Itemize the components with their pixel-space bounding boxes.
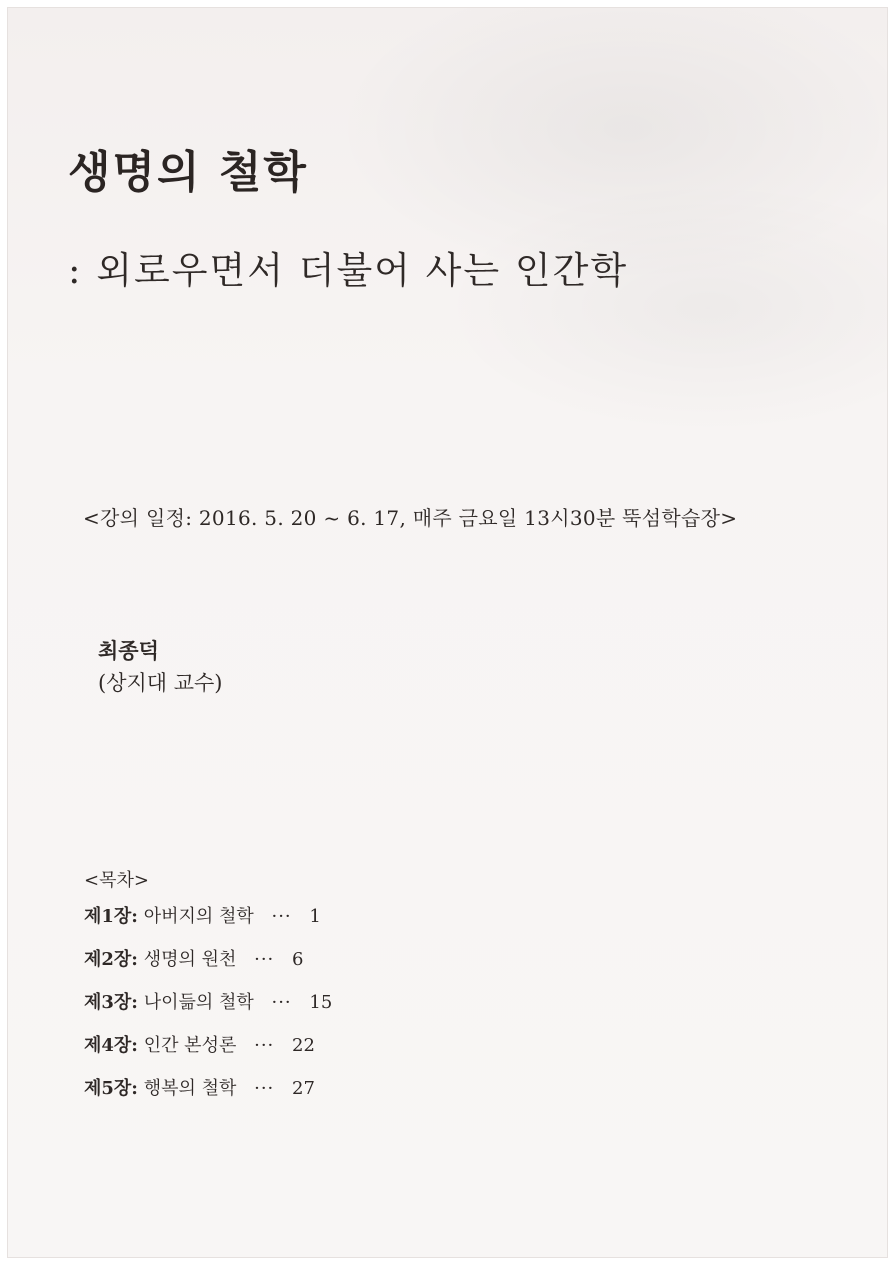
toc-item [84, 949, 332, 992]
toc-page-number: 15 [309, 992, 333, 1013]
document-title: 생명의 철학 [68, 147, 308, 198]
toc-item [84, 992, 332, 1035]
toc-page-number: 22 [292, 1035, 315, 1056]
document-subtitle: : 외로우면서 더불어 사는 인간학 [68, 249, 629, 292]
toc-page-number: 1 [309, 906, 321, 927]
toc-chapter-number: 제1장: [84, 906, 138, 927]
toc-page-number: 27 [292, 1078, 315, 1099]
author-name: 최종덕 [98, 638, 159, 663]
toc-chapter-title: 인간 본성론 [143, 1035, 237, 1056]
toc-item [84, 1078, 332, 1121]
toc-chapter-title: 생명의 원천 [143, 949, 237, 970]
toc-chapter-title: 아버지의 철학 [143, 906, 254, 927]
table-of-contents [84, 866, 332, 1121]
toc-heading: <목차> [84, 870, 149, 891]
toc-chapter-number: 제2장: [84, 949, 138, 970]
toc-leader-dots: ··· [254, 1035, 275, 1056]
toc-item [84, 906, 332, 949]
lecture-schedule: <강의 일정: 2016. 5. 20 ~ 6. 17, 매주 금요일 13시30분 뚝섬학습장> [83, 506, 738, 530]
toc-item [84, 1035, 332, 1078]
toc-chapter-number: 제4장: [84, 1035, 138, 1056]
toc-leader-dots: ··· [271, 992, 292, 1013]
toc-leader-dots: ··· [271, 906, 292, 927]
author-affiliation: (상지대 교수) [98, 671, 223, 695]
toc-chapter-number: 제3장: [84, 992, 138, 1013]
toc-chapter-title: 행복의 철학 [143, 1078, 237, 1099]
toc-leader-dots: ··· [254, 1078, 275, 1099]
document-page [8, 8, 887, 1257]
toc-page-number: 6 [292, 949, 304, 970]
toc-leader-dots: ··· [254, 949, 275, 970]
author-block [98, 634, 223, 700]
toc-chapter-title: 나이듦의 철학 [143, 992, 254, 1013]
toc-chapter-number: 제5장: [84, 1078, 138, 1099]
toc-list [84, 906, 332, 1121]
